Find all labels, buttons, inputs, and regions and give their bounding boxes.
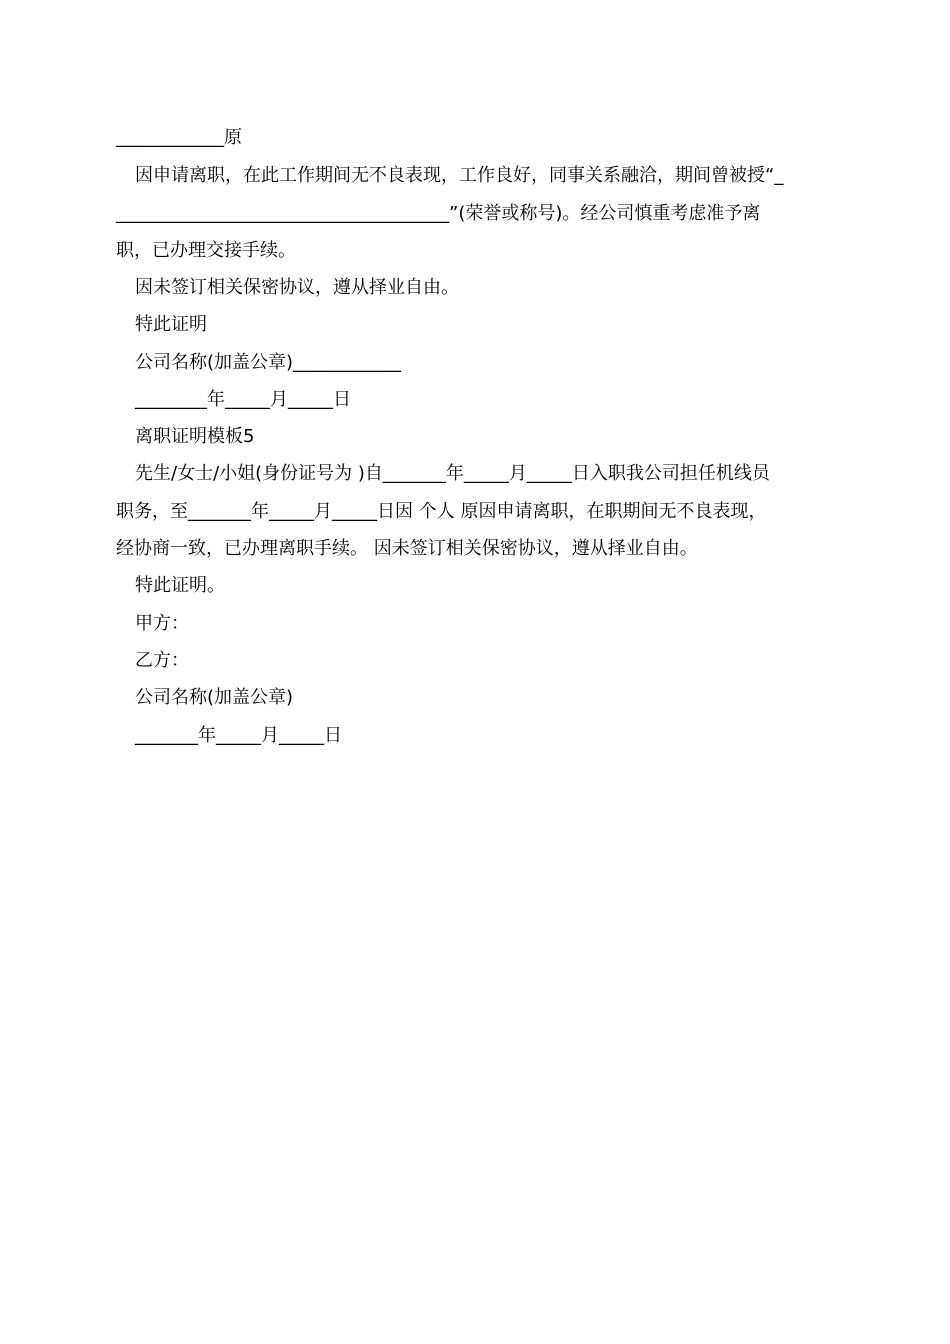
text-line-honor-title: _____________________________________”(荣誉或称号)。经公司慎重考虑准予离 <box>116 203 761 224</box>
text-line-certify: 特此证明。 <box>135 575 225 596</box>
text-line-company-seal: 公司名称(加盖公章)____________ <box>135 352 402 373</box>
text-line-agreement: 经协商一致，已办理离职手续。 因未签订相关保密协议，遵从择业自由。 <box>116 538 698 559</box>
text-line-confidentiality: 因未签订相关保密协议，遵从择业自由。 <box>135 277 459 298</box>
text-line-company-seal-2: 公司名称(加盖公章) <box>135 687 294 708</box>
text-line-handover: 职，已办理交接手续。 <box>116 240 296 261</box>
text-line-date-2: _______年_____月_____日 <box>135 725 342 746</box>
text-line-party-b: 乙方： <box>135 650 189 671</box>
text-line-date: ________年_____月_____日 <box>135 389 351 410</box>
text-line-party-a: 甲方： <box>135 613 189 634</box>
text-line-hereby-certify: 特此证明 <box>135 314 207 335</box>
text-line-original-blank: ____________原 <box>116 127 242 148</box>
text-line-reason-paragraph: 因申请离职，在此工作期间无不良表现，工作良好，同事关系融洽，期间曾被授“_ <box>135 165 784 186</box>
text-line-employee-info: 先生/女士/小姐(身份证号为 )自_______年_____月_____日入职我公司担任机线员 <box>135 463 770 484</box>
text-line-position-period: 职务，至_______年_____月_____日因 个人 原因申请离职，在职期间无不良表现， <box>116 501 767 522</box>
section-heading-template-5: 离职证明模板5 <box>135 426 255 447</box>
